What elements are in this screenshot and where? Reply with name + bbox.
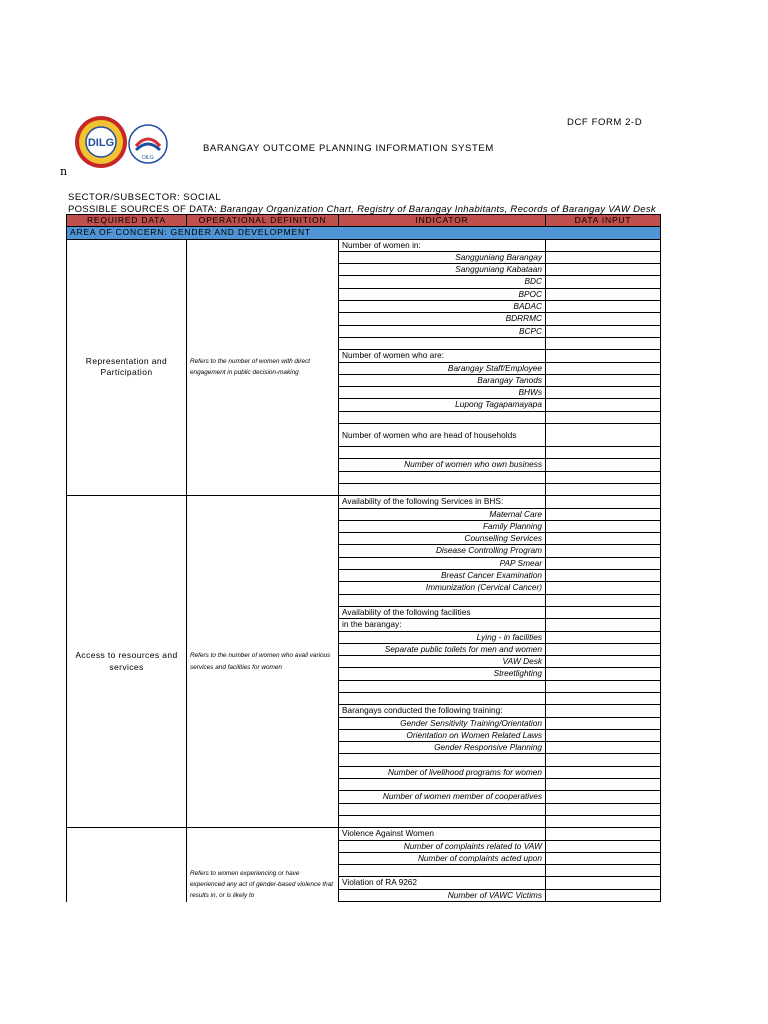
data-input-cell[interactable] [546, 288, 661, 300]
data-input-cell[interactable] [546, 619, 661, 631]
data-input-cell[interactable] [546, 680, 661, 692]
data-input-cell[interactable] [546, 239, 661, 251]
data-input-cell[interactable] [546, 877, 661, 889]
dilg-logo [74, 115, 128, 169]
data-input-cell[interactable] [546, 251, 661, 263]
data-input-cell[interactable] [546, 582, 661, 594]
data-input-cell[interactable] [546, 717, 661, 729]
data-input-cell[interactable] [546, 840, 661, 852]
data-input-cell[interactable] [546, 557, 661, 569]
data-input-cell[interactable] [546, 520, 661, 532]
indicator-cell [339, 471, 546, 483]
sector-label: SECTOR/SUBSECTOR: SOCIAL [68, 192, 222, 203]
indicator-cell [339, 692, 546, 704]
data-input-cell[interactable] [546, 387, 661, 399]
indicator-cell: BADAC [339, 301, 546, 313]
indicator-cell: Barangay Tanods [339, 374, 546, 386]
data-input-cell[interactable] [546, 791, 661, 803]
data-input-cell[interactable] [546, 301, 661, 313]
indicator-cell: Breast Cancer Examination [339, 570, 546, 582]
form-code: DCF FORM 2-D [567, 117, 643, 128]
indicator-cell: BDC [339, 276, 546, 288]
indicator-cell: PAP Smear [339, 557, 546, 569]
sources-label: POSSIBLE SOURCES OF DATA: [68, 204, 221, 215]
data-input-cell[interactable] [546, 852, 661, 864]
data-input-cell[interactable] [546, 815, 661, 827]
data-input-cell[interactable] [546, 362, 661, 374]
col-operational-definition: OPERATIONAL DEFINITION [187, 215, 339, 227]
indicator-cell: Availability of the following facilities [339, 606, 546, 618]
data-input-cell[interactable] [546, 742, 661, 754]
indicator-cell: Counselling Services [339, 533, 546, 545]
bagong-pilipinas-logo [128, 124, 168, 164]
indicator-cell [339, 594, 546, 606]
required-data-cell: Representation and Participation [67, 239, 187, 496]
data-input-cell[interactable] [546, 264, 661, 276]
indicator-cell: Number of livelihood programs for women [339, 766, 546, 778]
svg-text:DILG: DILG [142, 155, 154, 161]
data-input-cell[interactable] [546, 754, 661, 766]
operational-definition-cell: Refers to the number of women who avail various services and facilities for women [187, 496, 339, 828]
data-input-cell[interactable] [546, 729, 661, 741]
col-indicator: INDICATOR [339, 215, 546, 227]
indicator-cell: BDRRMC [339, 313, 546, 325]
indicator-cell: Family Planning [339, 520, 546, 532]
col-data-input: DATA INPUT [546, 215, 661, 227]
indicator-cell: Number of women who are: [339, 350, 546, 362]
data-input-cell[interactable] [546, 533, 661, 545]
table-row [67, 496, 661, 508]
data-input-cell[interactable] [546, 705, 661, 717]
indicator-cell: Gender Responsive Planning [339, 742, 546, 754]
data-input-cell[interactable] [546, 766, 661, 778]
operational-definition-cell: Refers to the number of women with direct engagement in public decision-making [187, 239, 339, 496]
stray-character: n [60, 165, 68, 178]
indicator-cell: BCPC [339, 325, 546, 337]
operational-definition-cell: Refers to women experiencing or have experienced any act of gender-based violence that results in, or is likely to [187, 828, 339, 902]
indicator-cell: VAW Desk [339, 656, 546, 668]
data-input-cell[interactable] [546, 325, 661, 337]
sources-value: Barangay Organization Chart, Registry of Barangay Inhabitants, Records of Barangay VAW Desk [220, 204, 656, 215]
data-input-cell[interactable] [546, 508, 661, 520]
data-input-cell[interactable] [546, 889, 661, 901]
indicator-cell: Lupong Tagapamayapa [339, 399, 546, 411]
indicator-cell [339, 754, 546, 766]
indicator-cell: Number of women in: [339, 239, 546, 251]
data-input-cell[interactable] [546, 424, 661, 447]
indicator-cell: Orientation on Women Related Laws [339, 729, 546, 741]
indicator-cell: Availability of the following Services in BHS: [339, 496, 546, 508]
indicator-cell [339, 803, 546, 815]
indicator-cell: Separate public toilets for men and women [339, 643, 546, 655]
data-input-cell[interactable] [546, 656, 661, 668]
data-table [66, 214, 661, 902]
indicator-cell: Lying - in facilities [339, 631, 546, 643]
indicator-cell: Number of complaints related to VAW [339, 840, 546, 852]
indicator-cell [339, 411, 546, 423]
data-input-cell[interactable] [546, 313, 661, 325]
data-input-cell[interactable] [546, 276, 661, 288]
indicator-cell: BHWs [339, 387, 546, 399]
indicator-cell [339, 779, 546, 791]
indicator-cell: Number of VAWC Victims [339, 889, 546, 901]
indicator-cell: Number of women member of cooperatives [339, 791, 546, 803]
area-of-concern-row [67, 227, 661, 239]
indicator-cell: in the barangay: [339, 619, 546, 631]
data-input-cell[interactable] [546, 594, 661, 606]
indicator-cell: Barangays conducted the following training: [339, 705, 546, 717]
indicator-cell: Sangguniang Barangay [339, 251, 546, 263]
indicator-cell: Number of women who own business [339, 459, 546, 471]
area-of-concern: AREA OF CONCERN: GENDER AND DEVELOPMENT [67, 227, 661, 239]
indicator-cell: Violation of RA 9262 [339, 877, 546, 889]
data-input-cell[interactable] [546, 631, 661, 643]
data-input-cell[interactable] [546, 545, 661, 557]
system-title: BARANGAY OUTCOME PLANNING INFORMATION SYSTEM [203, 143, 494, 154]
data-input-cell[interactable] [546, 447, 661, 459]
indicator-cell [339, 815, 546, 827]
indicator-cell [339, 483, 546, 495]
data-input-cell[interactable] [546, 350, 661, 362]
data-input-cell[interactable] [546, 779, 661, 791]
required-data-cell: Access to resources and services [67, 496, 187, 828]
indicator-cell [339, 865, 546, 877]
data-input-cell[interactable] [546, 828, 661, 840]
data-input-cell[interactable] [546, 496, 661, 508]
data-input-cell[interactable] [546, 668, 661, 680]
indicator-cell: BPOC [339, 288, 546, 300]
indicator-cell [339, 337, 546, 349]
required-data-cell [67, 828, 187, 902]
table-row [67, 828, 661, 840]
data-input-cell[interactable] [546, 606, 661, 618]
svg-text:DILG: DILG [87, 137, 115, 149]
indicator-cell: Streetlighting [339, 668, 546, 680]
table-row [67, 239, 661, 251]
indicator-cell: Sangguniang Kabataan [339, 264, 546, 276]
data-input-cell[interactable] [546, 692, 661, 704]
data-input-cell[interactable] [546, 374, 661, 386]
indicator-cell: Gender Sensitivity Training/Orientation [339, 717, 546, 729]
col-required-data: REQUIRED DATA [67, 215, 187, 227]
data-input-cell[interactable] [546, 483, 661, 495]
indicator-cell [339, 447, 546, 459]
data-input-cell[interactable] [546, 471, 661, 483]
indicator-cell: Maternal Care [339, 508, 546, 520]
data-input-cell[interactable] [546, 865, 661, 877]
indicator-cell: Number of complaints acted upon [339, 852, 546, 864]
indicator-cell: Number of women who are head of households [339, 424, 546, 447]
data-input-cell[interactable] [546, 411, 661, 423]
indicator-cell: Barangay Staff/Employee [339, 362, 546, 374]
data-input-cell[interactable] [546, 459, 661, 471]
indicator-cell: Immunization (Cervical Cancer) [339, 582, 546, 594]
indicator-cell [339, 680, 546, 692]
indicator-cell: Violence Against Women [339, 828, 546, 840]
table-header [67, 215, 661, 227]
data-input-cell[interactable] [546, 803, 661, 815]
data-input-cell[interactable] [546, 570, 661, 582]
data-input-cell[interactable] [546, 337, 661, 349]
data-input-cell[interactable] [546, 643, 661, 655]
indicator-cell: Disease Controlling Program [339, 545, 546, 557]
data-input-cell[interactable] [546, 399, 661, 411]
